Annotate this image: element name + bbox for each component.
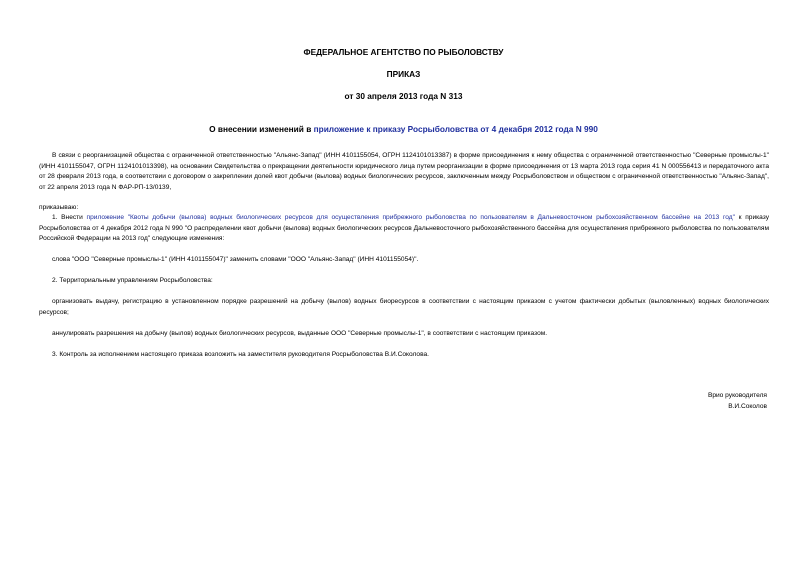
item-2-paragraph: 2. Территориальным управлениям Росрыболовства: [52,277,213,284]
item-3-paragraph: 3. Контроль за исполнением настоящего приказа возложить на заместителя руководителя Росрыболовства В.И.Соколова. [52,351,429,358]
document-type: ПРИКАЗ [386,69,421,79]
signature-title: Врио руководителя [707,392,767,399]
document-date-number: от 30 апреля 2013 года N 313 [344,91,463,101]
preamble-paragraph: В связи с реорганизацией общества с ограниченной ответственностью "Альянс-Запад" (ИНН 4101155054, ОГРН 1124101013387) в форме присоединения к нему общества с ограниченной ответственностью "Северные промыслы-1" (ИНН 4101155047, ОГРН 1124101013398), на основании Свидетельства о прекращении деятельности юридического лица путем реорганизации в форме присоединения от 13 марта 2013 года серия 41 N 000556413 и передаточного акта от 28 февраля 2013 года, в соответствии с договором о закреплении долей квот добычи (вылова) водных биологических ресурсов, заключенным между Росрыболовством и обществом с ограниченной ответственностью "Альянс-Запад", от 22 апреля 2013 года N ФАР-РП-13/0139, [39,152,769,191]
item-1-change: слова "ООО "Северные промыслы-1" (ИНН 4101155047)" заменить словами "ООО "Альянс-Запад" (ИНН 4101155054)". [52,256,419,263]
signature-name: В.И.Соколов [728,403,767,410]
subject-link[interactable]: приложение к приказу Росрыболовства от 4 декабря 2012 года N 990 [313,124,598,134]
item-2-b-paragraph: аннулировать разрешения на добычу (вылов) водных биологических ресурсов, выданные ООО "Северные промыслы-1", в соответствии с настоящим приказом. [52,330,548,337]
item-1-link[interactable]: приложение "Квоты добычи (вылова) водных биологических ресурсов для осуществления прибрежного рыболовства по пользователям в Дальневосточном рыбохозяйственном бассейне на 2013 год" [86,214,735,221]
document-subject [0,124,807,134]
agency-name: ФЕДЕРАЛЬНОЕ АГЕНТСТВО ПО РЫБОЛОВСТВУ [303,47,504,57]
item-1-prefix: 1. Внести [52,214,87,221]
item-1-paragraph [39,213,769,245]
item-2-a-paragraph: организовать выдачу, регистрацию в установленном порядке разрешений на добычу (вылов) водных биоресурсов в соответствии с настоящим приказом с учетом фактически добытых (выловленных) водных биологических ресурсов; [39,298,769,316]
order-word: приказываю: [39,204,79,211]
subject-prefix: О внесении изменений в [209,124,314,134]
item-1-suffix: к приказу Росрыболовства от 4 декабря 2012 года N 990 "О распределении квот добычи (вылова) водных биологических ресурсов Дальневосточного рыбохозяйственного бассейна для осуществления прибрежного рыболовства по пользователям Российской Федерации на 2013 год" следующие изменения: [39,214,770,242]
